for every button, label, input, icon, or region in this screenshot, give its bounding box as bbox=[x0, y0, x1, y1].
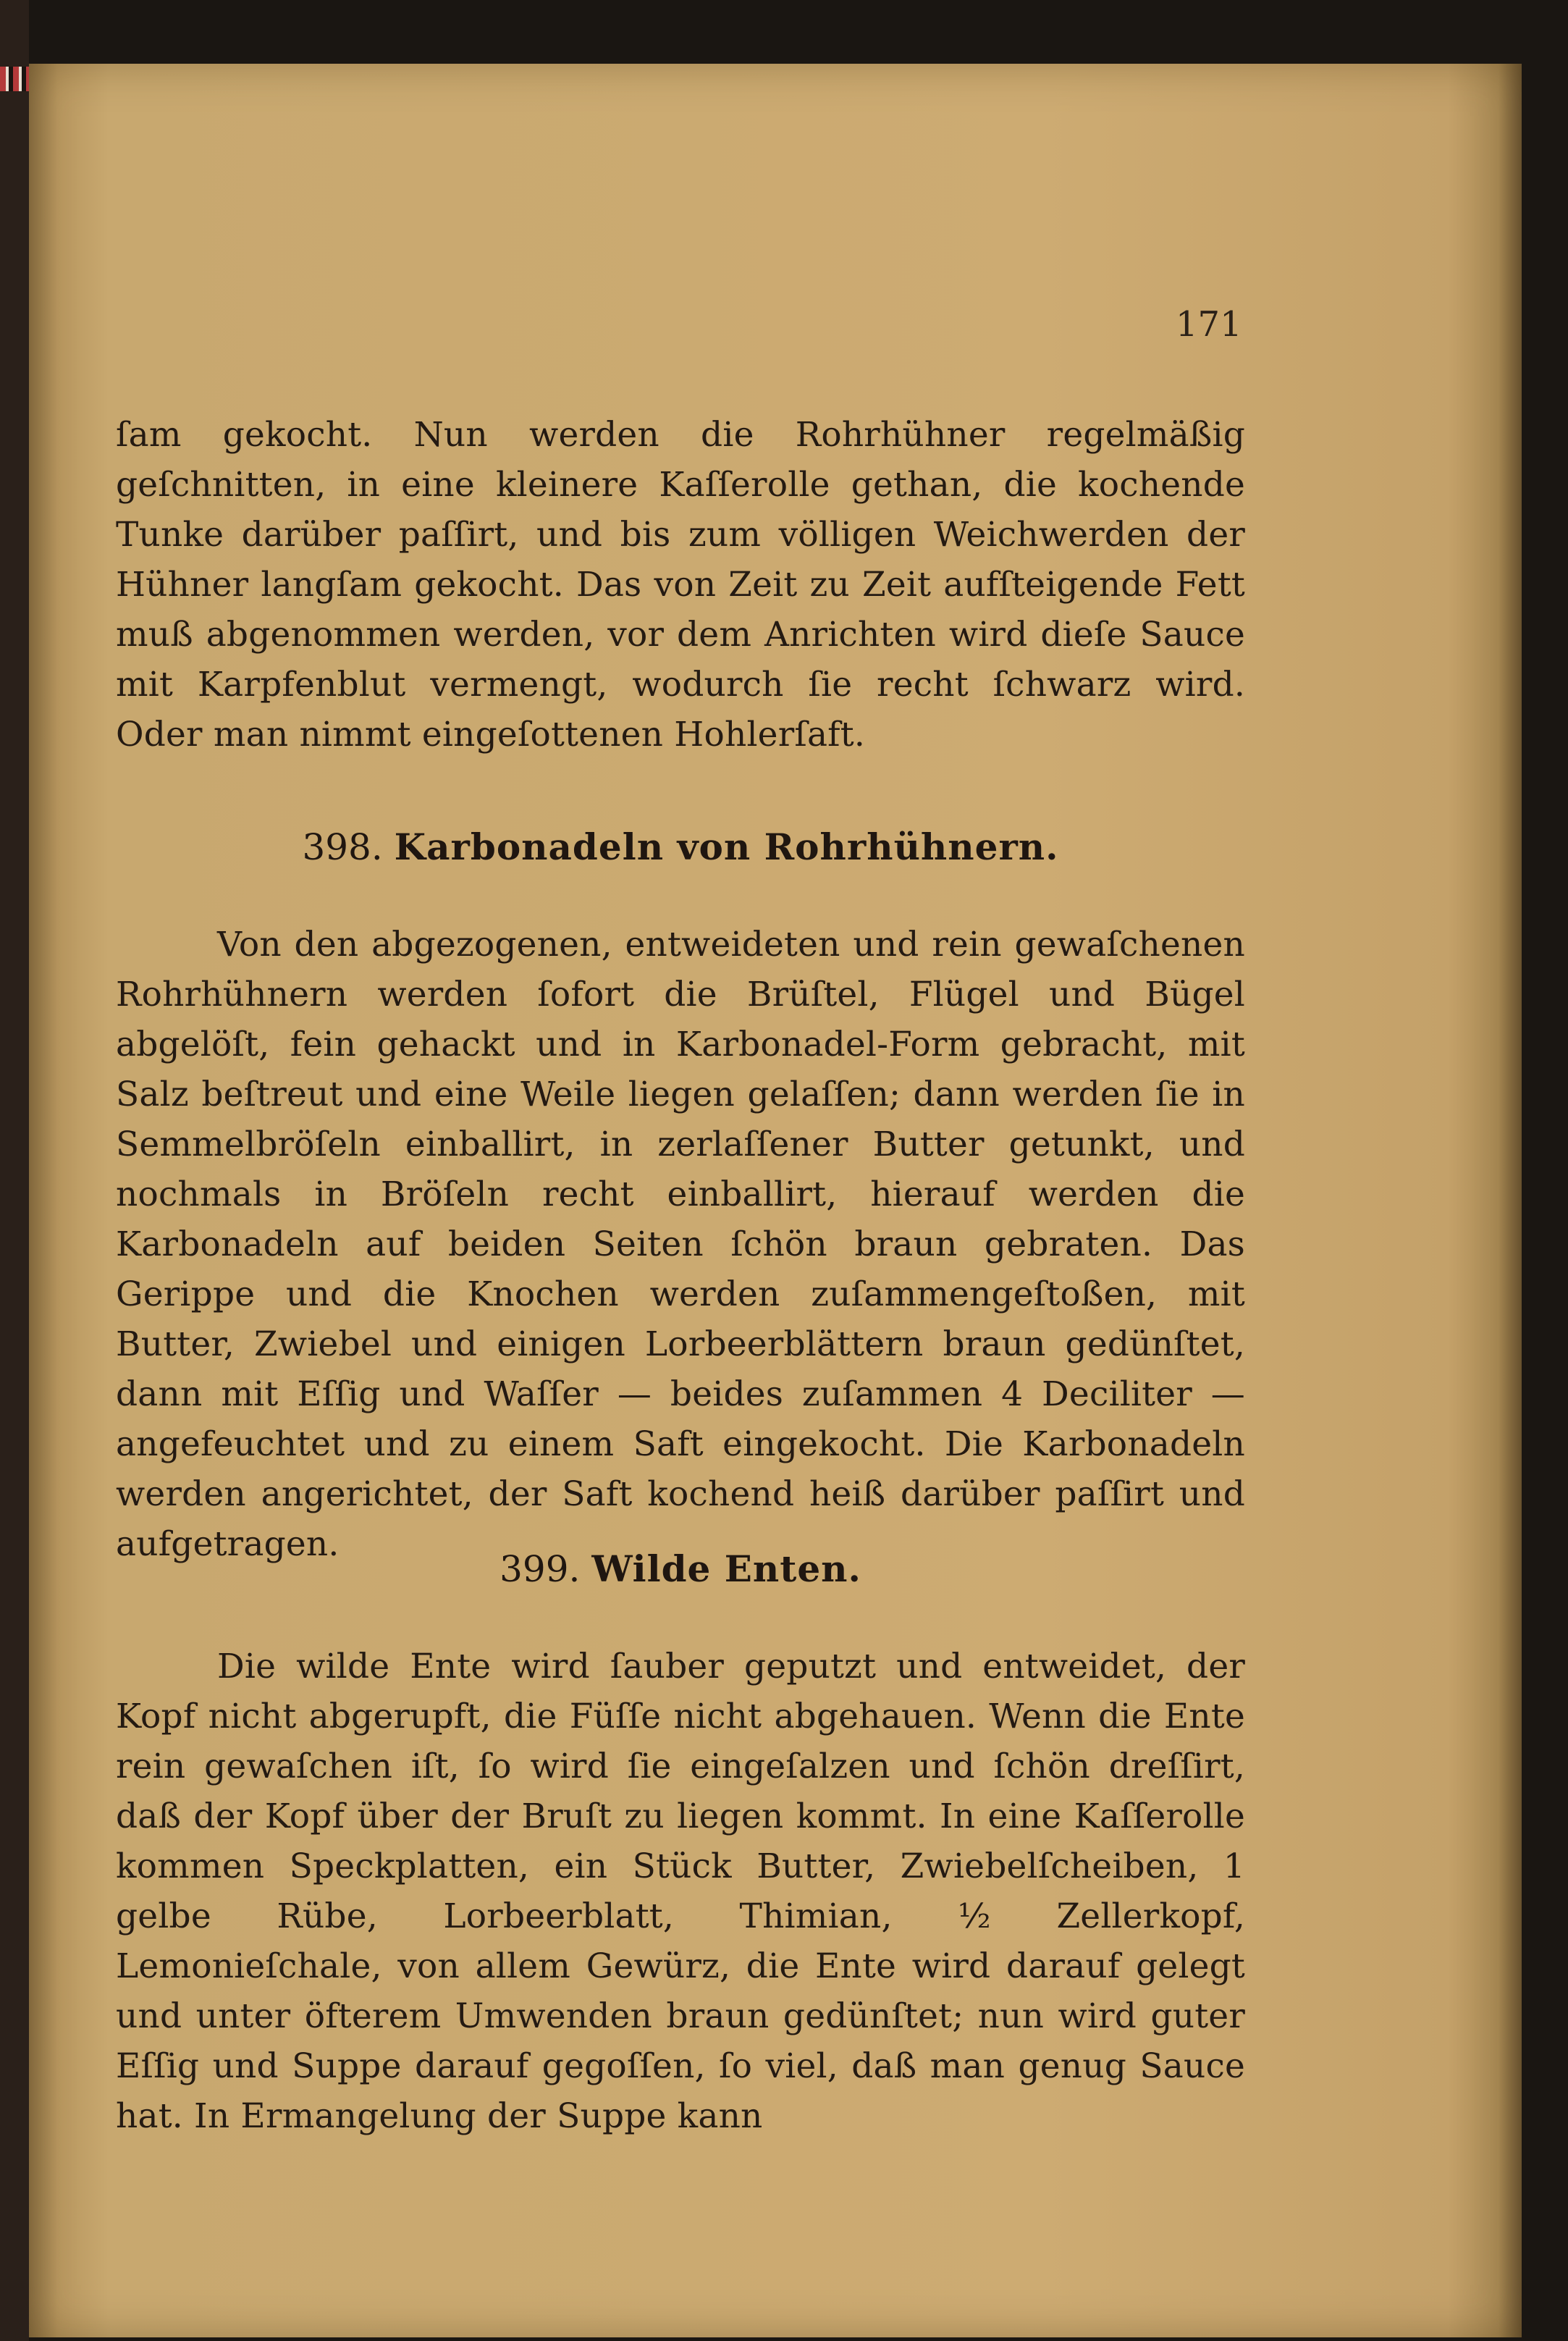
recipe-399-title: Wilde Enten. bbox=[591, 1547, 861, 1590]
recipe-398-title: Karbonadeln von Rohrhühnern. bbox=[394, 825, 1059, 868]
intro-text: ſam gekocht. Nun werden die Rohrhühner regelmäßig geſchnitten, in eine kleinere Kaſſerolle gethan, die kochende Tunke darüber paſſirt, und bis zum völligen Weichwerden der Hühner langſam gekocht. Das von Zeit zu Zeit aufſteigende Fett muß abgenommen werden, vor dem Anrichten wird dieſe Sauce mit Karpfenblut vermengt, wodurch ſie recht ſchwarz wird. Oder man nimmt eingeſottenen Hohlerſaft. bbox=[116, 415, 1245, 755]
recipe-399-heading bbox=[116, 1547, 1245, 1590]
recipe-399-body bbox=[116, 1642, 1245, 2141]
page-number: 171 bbox=[1176, 304, 1242, 345]
recipe-398-heading bbox=[116, 825, 1245, 868]
intro-paragraph bbox=[116, 410, 1245, 760]
recipe-399-text: Die wilde Ente wird ſauber geputzt und entweidet, der Kopf nicht abgerupft, die Füſſe nicht abgehauen. Wenn die Ente rein gewaſchen iſt, ſo wird ſie eingeſalzen und ſchön dreſſirt, daß der Kopf über der Bruſt zu liegen kommt. In eine Kaſſerolle kommen Speckplatten, ein Stück Butter, Zwiebelſcheiben, 1 gelbe Rübe, Lorbeerblatt, Thimian, ½ Zellerkopf, Lemonieſchale, von allem Gewürz, die Ente wird darauf gelegt und unter öfterem Umwenden braun gedünſtet; nun wird guter Eſſig und Suppe darauf gegoſſen, ſo viel, daß man genug Sauce hat. In Ermangelung der Suppe kann bbox=[116, 1647, 1245, 2136]
recipe-398-number: 398. bbox=[302, 826, 383, 868]
recipe-398-text: Von den abgezogenen, entweideten und rein gewaſchenen Rohrhühnern werden ſofort die Brüſtel, Flügel und Bügel abgelöſt, fein gehackt und in Karbonadel-Form gebracht, mit Salz beſtreut und eine Weile liegen gelaſſen; dann werden ſie in Semmelbröſeln einballirt, in zerlaſſener Butter getunkt, und nochmals in Bröſeln recht einballirt, hierauf werden die Karbonadeln auf beiden Seiten ſchön braun gebraten. Das Gerippe und die Knochen werden zuſammengeſtoßen, mit Butter, Zwiebel und einigen Lorbeerblättern braun gedünſtet, dann mit Eſſig und Waſſer — beides zuſammen 4 Deciliter — angefeuchtet und zu einem Saft eingekocht. Die Karbonadeln werden angerichtet, der Saft kochend heiß darüber paſſirt und aufgetragen. bbox=[116, 925, 1245, 1564]
recipe-399-number: 399. bbox=[500, 1548, 581, 1590]
recipe-398-body bbox=[116, 920, 1245, 1569]
book-spine bbox=[0, 0, 29, 2341]
